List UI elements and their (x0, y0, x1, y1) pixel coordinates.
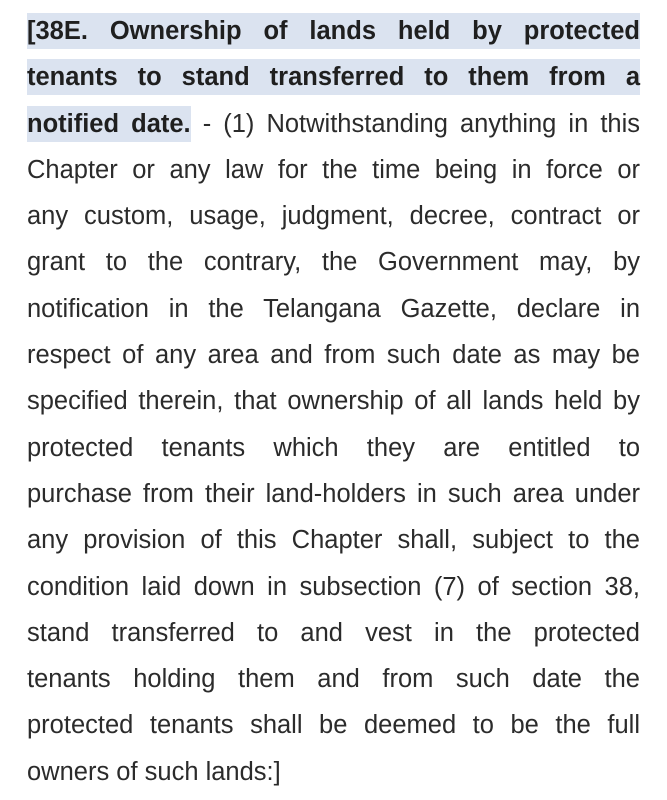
body-line: any provision of this Chapter shall, subject to the (27, 526, 640, 555)
heading-line-1 (27, 8, 640, 54)
section-text (27, 8, 640, 795)
body-line: respect of any area and from such date as may be (27, 341, 640, 370)
body-line: protected tenants shall be deemed to be the full (27, 711, 640, 740)
heading-line-2 (27, 54, 640, 100)
section-heading-part-1: [38E. Ownership of lands held by protected (27, 13, 640, 49)
body-line: purchase from their land-holders in such area under (27, 479, 640, 508)
body-line: condition laid down in subsection (7) of section 38, (27, 572, 640, 601)
heading-line-3 (27, 101, 640, 147)
body-line: grant to the contrary, the Government may, by (27, 248, 640, 277)
body-text-opening: - (1) Notwithstanding anything in this (190, 109, 640, 138)
body-line: stand transferred to and vest in the protected (27, 618, 640, 647)
body-line: Chapter or any law for the time being in force or (27, 155, 640, 184)
body-line: specified therein, that ownership of all lands held by (27, 387, 640, 416)
body-line: tenants holding them and from such date the (27, 665, 640, 694)
section-heading-part-3: notified date. (27, 106, 191, 142)
body-line: notification in the Telangana Gazette, declare in (27, 294, 640, 323)
body-line-last: owners of such lands:] (27, 757, 281, 786)
body-line: any custom, usage, judgment, decree, contract or (27, 202, 640, 231)
body-line: protected tenants which they are entitled to (27, 433, 640, 462)
section-heading-part-2: tenants to stand transferred to them from a (27, 59, 640, 95)
